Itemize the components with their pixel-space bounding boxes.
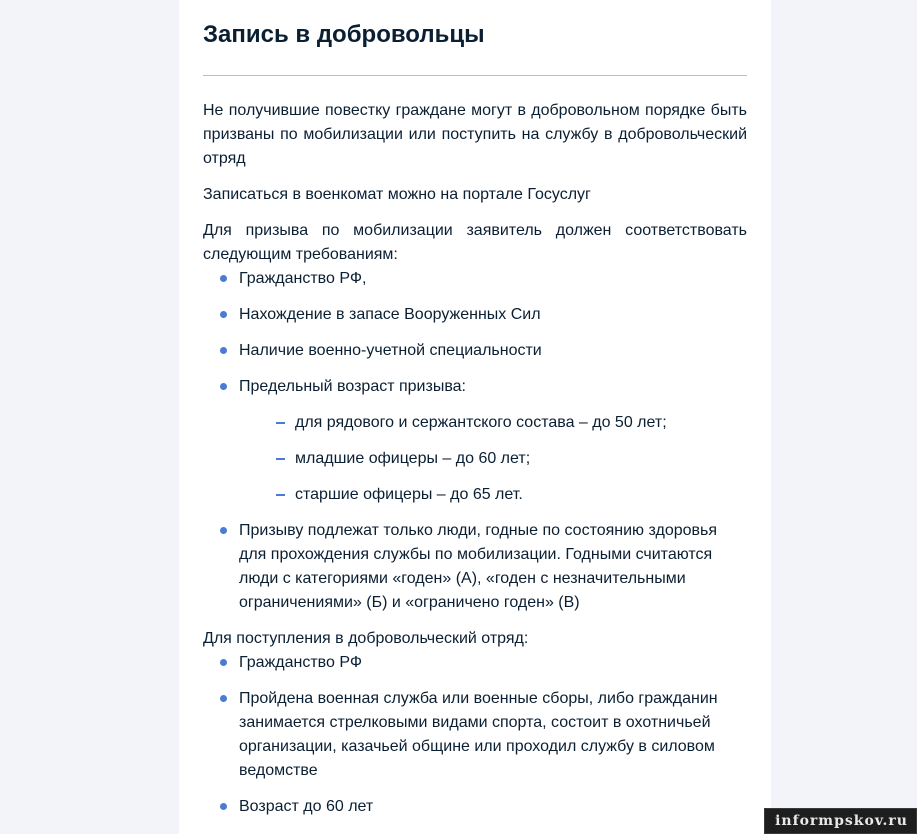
list-item-text: Нахождение в запасе Вооруженных Сил xyxy=(239,306,541,323)
sub-list-item xyxy=(239,411,747,435)
volunteer-requirements-list xyxy=(203,651,747,819)
list-item-text: Возраст до 60 лет xyxy=(239,798,374,815)
content-card xyxy=(179,0,771,834)
volunteer-heading: Для поступления в добровольческий отряд: xyxy=(203,630,529,647)
sub-list-item xyxy=(239,483,747,507)
card-body xyxy=(203,99,747,819)
list-item xyxy=(203,375,747,507)
list-item xyxy=(203,303,747,327)
portal-text: Записаться в военкомат можно на портале Госуслуг xyxy=(203,186,591,203)
dash-icon xyxy=(276,422,285,424)
bullet-icon xyxy=(220,383,227,390)
dash-icon xyxy=(276,458,285,460)
bullet-icon xyxy=(220,527,227,534)
list-item-text: Наличие военно-учетной специальности xyxy=(239,342,542,359)
sub-list-item xyxy=(239,447,747,471)
sub-list-item-text: для рядового и сержантского состава – до 50 лет; xyxy=(295,414,667,431)
dash-icon xyxy=(276,494,285,496)
bullet-icon xyxy=(220,695,227,702)
sub-list-item-text: старшие офицеры – до 65 лет. xyxy=(295,486,523,503)
list-item-text: Предельный возраст призыва: xyxy=(239,378,466,395)
bullet-icon xyxy=(220,659,227,666)
list-item-text: Гражданство РФ, xyxy=(239,270,367,287)
age-limits-list xyxy=(239,411,747,507)
list-item xyxy=(203,687,747,783)
title-divider xyxy=(203,75,747,76)
list-item xyxy=(203,339,747,363)
page-title: Запись в добровольцы xyxy=(203,21,485,48)
mobilization-requirements-list xyxy=(203,267,747,615)
list-item xyxy=(203,795,747,819)
mobilization-heading: Для призыва по мобилизации заявитель должен соответствовать следующим требованиям: xyxy=(203,222,747,263)
watermark: informpskov.ru xyxy=(764,808,917,834)
intro-text: Не получившие повестку граждане могут в добровольном порядке быть призваны по мобилизации или поступить на службу в добровольческий отряд xyxy=(203,102,747,167)
list-item xyxy=(203,267,747,291)
list-item-text: Гражданство РФ xyxy=(239,654,362,671)
list-item xyxy=(203,651,747,675)
list-item-text: Пройдена военная служба или военные сборы, либо гражданин занимается стрелковыми видами спорта, состоит в охотничьей организации, казачьей общине или проходил службу в силовом ведомстве xyxy=(239,690,718,779)
bullet-icon xyxy=(220,311,227,318)
sub-list-item-text: младшие офицеры – до 60 лет; xyxy=(295,450,531,467)
list-item xyxy=(203,519,747,615)
list-item-text: Призыву подлежат только люди, годные по состоянию здоровья для прохождения службы по мобилизации. Годными считаются люди с категориями «годен» (А), «годен с незначительными ограничениями» (Б) и «ограничено годен» (В) xyxy=(239,522,718,611)
bullet-icon xyxy=(220,275,227,282)
bullet-icon xyxy=(220,347,227,354)
bullet-icon xyxy=(220,803,227,810)
